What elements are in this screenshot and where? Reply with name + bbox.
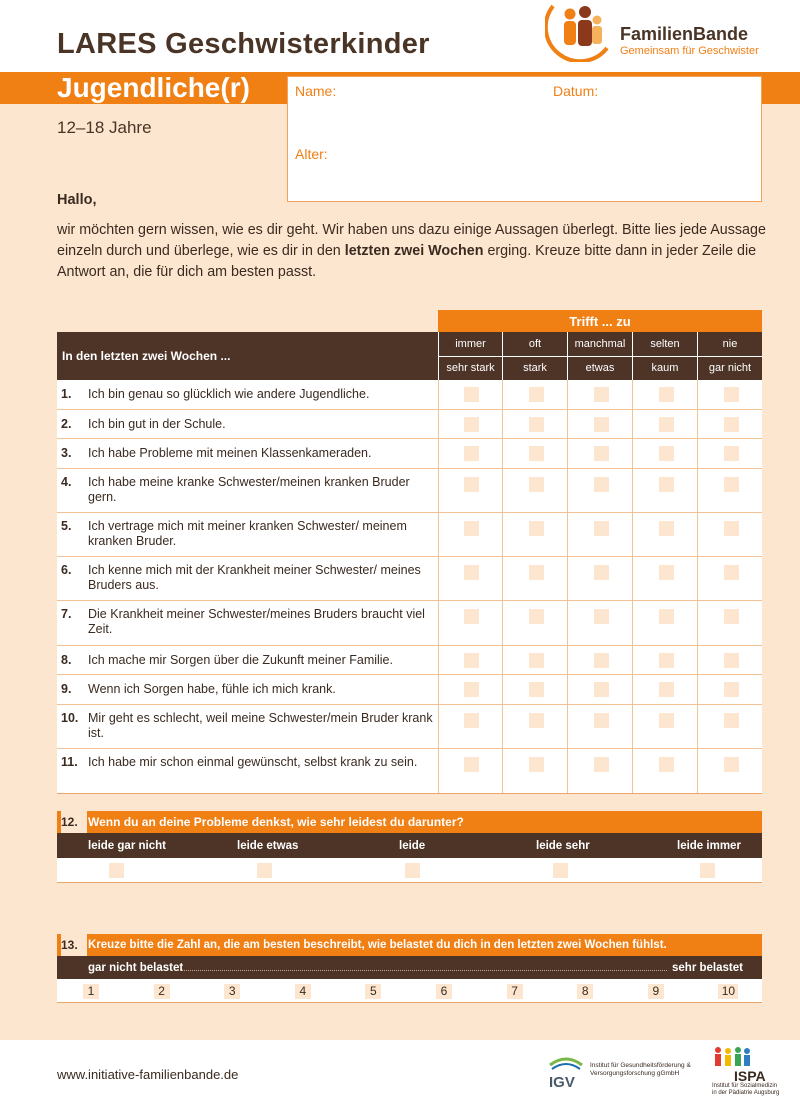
answer-checkbox[interactable] <box>529 417 544 432</box>
answer-checkbox[interactable] <box>594 609 609 624</box>
answer-checkbox[interactable] <box>464 757 479 772</box>
answer-checkbox[interactable] <box>659 417 674 432</box>
answer-checkbox[interactable] <box>724 521 739 536</box>
igv-text: Institut für Gesundheitsförderung & Versorgungsforschung gGmbH <box>590 1062 691 1077</box>
item-text: Ich kenne mich mit der Krankheit meiner Schwester/ meines Bruders aus. <box>88 563 421 592</box>
answer-checkbox[interactable] <box>529 446 544 461</box>
answer-cell <box>697 646 762 674</box>
date-label: Datum: <box>553 83 599 99</box>
option-checkbox[interactable] <box>553 863 568 878</box>
answer-checkbox[interactable] <box>529 521 544 536</box>
item-text: Ich habe Probleme mit meinen Klassenkameraden. <box>88 446 372 460</box>
answer-cell <box>632 749 697 793</box>
logo-tagline: Gemeinsam für Geschwister <box>620 45 759 57</box>
answer-cell <box>567 646 632 674</box>
answer-checkbox[interactable] <box>659 387 674 402</box>
answer-cell <box>438 646 502 674</box>
item-text: Ich bin gut in der Schule. <box>88 417 226 431</box>
answer-cell <box>438 601 502 645</box>
answer-cell <box>438 749 502 793</box>
answer-checkbox[interactable] <box>659 521 674 536</box>
answer-cell <box>502 557 567 600</box>
item-number: 3. <box>61 446 72 460</box>
question-number: 12. <box>61 811 87 833</box>
answer-cell <box>632 646 697 674</box>
column-header-top: nie <box>722 338 738 350</box>
answer-checkbox[interactable] <box>464 387 479 402</box>
answer-checkbox[interactable] <box>594 446 609 461</box>
answer-checkbox[interactable] <box>594 565 609 580</box>
answer-cell <box>502 601 567 645</box>
ispa-abbr: ISPA <box>734 1068 766 1084</box>
item-number: 9. <box>61 682 72 696</box>
answer-checkbox[interactable] <box>529 653 544 668</box>
column-header <box>697 332 762 380</box>
option-label: leide immer <box>677 840 741 852</box>
answer-checkbox[interactable] <box>464 417 479 432</box>
answer-checkbox[interactable] <box>464 521 479 536</box>
answer-checkbox[interactable] <box>724 565 739 580</box>
answer-cell <box>632 439 697 468</box>
answer-cell <box>632 513 697 556</box>
table-row <box>57 469 762 513</box>
answer-checkbox[interactable] <box>724 757 739 772</box>
answer-cell <box>632 601 697 645</box>
question-13-header <box>57 934 762 956</box>
answer-cell <box>697 439 762 468</box>
answer-cell <box>697 601 762 645</box>
answer-cell <box>697 469 762 512</box>
answer-checkbox[interactable] <box>659 757 674 772</box>
scale-option[interactable]: 10 <box>718 984 738 999</box>
item-text: Ich bin genau so glücklich wie andere Jugendliche. <box>88 387 370 401</box>
answer-checkbox[interactable] <box>724 653 739 668</box>
answer-cell <box>438 469 502 512</box>
answer-cell <box>632 705 697 748</box>
answer-checkbox[interactable] <box>529 565 544 580</box>
column-header-top: oft <box>528 338 542 350</box>
answer-checkbox[interactable] <box>594 387 609 402</box>
answer-cell <box>632 410 697 438</box>
option-label: leide etwas <box>237 840 299 852</box>
intro-text: wir möchten gern wissen, wie es dir geht. Wir haben uns dazu einige Aussagen überlegt. Bitte lies jede Aussage einzeln durch und überlege, wie es dir in den letzten zwei Wochen erging. Kreuze bitte dann in jeder Zeile die Antwort an, die für dich am besten passt. <box>57 222 766 280</box>
answer-cell <box>567 601 632 645</box>
scale-option[interactable]: 3 <box>224 984 240 999</box>
item-text: Ich habe meine kranke Schwester/meinen kranken Bruder gern. <box>88 475 410 504</box>
answer-cell <box>502 675 567 704</box>
answer-checkbox[interactable] <box>659 565 674 580</box>
question-text: Wenn du an deine Probleme denkst, wie sehr leidest du darunter? <box>88 815 464 829</box>
question-13-scale-labels <box>57 956 762 979</box>
answer-cell <box>502 705 567 748</box>
answer-cell <box>567 439 632 468</box>
answer-checkbox[interactable] <box>724 713 739 728</box>
personal-info-box[interactable] <box>287 76 762 202</box>
answer-cell <box>438 705 502 748</box>
answer-cell <box>438 513 502 556</box>
scale-option[interactable]: 6 <box>436 984 452 999</box>
item-number: 6. <box>61 563 72 577</box>
answer-cell <box>567 675 632 704</box>
page-title: LARES Geschwisterkinder <box>57 28 430 60</box>
scale-option[interactable]: 4 <box>295 984 311 999</box>
column-header-top: selten <box>650 338 680 350</box>
igv-logo-icon <box>546 1055 586 1091</box>
answer-cell <box>502 380 567 409</box>
item-number: 4. <box>61 475 72 489</box>
table-row <box>57 380 762 410</box>
table-row <box>57 705 762 749</box>
answer-cell <box>438 557 502 600</box>
item-text: Mir geht es schlecht, weil meine Schwester/mein Bruder krank ist. <box>88 711 433 740</box>
answer-checkbox[interactable] <box>464 565 479 580</box>
answer-checkbox[interactable] <box>529 609 544 624</box>
answer-checkbox[interactable] <box>659 713 674 728</box>
answer-cell <box>438 675 502 704</box>
question-text: Kreuze bitte die Zahl an, die am besten beschreibt, wie belastet du dich in den letzten zwei Wochen fühlst. <box>88 939 667 951</box>
scale-option[interactable]: 7 <box>507 984 523 999</box>
answer-checkbox[interactable] <box>594 757 609 772</box>
page-subtitle: Jugendliche(r) <box>57 72 250 103</box>
option-checkbox[interactable] <box>257 863 272 878</box>
answer-cell <box>567 705 632 748</box>
option-checkbox[interactable] <box>405 863 420 878</box>
column-header <box>438 332 502 380</box>
option-checkbox[interactable] <box>700 863 715 878</box>
option-label: leide <box>399 840 426 852</box>
table-header <box>57 332 762 380</box>
igv-abbr: IGV <box>549 1074 575 1091</box>
column-header-bottom: stark <box>503 356 567 380</box>
answer-cell <box>632 469 697 512</box>
table-row <box>57 557 762 601</box>
scale-option[interactable]: 9 <box>648 984 664 999</box>
item-text: Ich vertrage mich mit meiner kranken Schwester/ meinem kranken Bruder. <box>88 519 407 548</box>
answer-checkbox[interactable] <box>659 477 674 492</box>
item-text: Ich mache mir Sorgen über die Zukunft meiner Familie. <box>88 653 393 667</box>
item-text: Wenn ich Sorgen habe, fühle ich mich krank. <box>88 682 336 696</box>
age-range: 12–18 Jahre <box>57 118 152 137</box>
item-number: 1. <box>61 387 72 401</box>
answer-checkbox[interactable] <box>594 521 609 536</box>
answer-cell <box>502 410 567 438</box>
answer-checkbox[interactable] <box>724 609 739 624</box>
item-number: 11. <box>61 755 78 769</box>
table-row <box>57 749 762 793</box>
answer-cell <box>697 410 762 438</box>
scale-option[interactable]: 2 <box>154 984 170 999</box>
answer-checkbox[interactable] <box>464 713 479 728</box>
item-number: 10. <box>61 711 79 725</box>
column-header-bottom: gar nicht <box>698 356 762 380</box>
family-figures-icon <box>545 0 613 62</box>
answer-cell <box>502 469 567 512</box>
answer-cell <box>567 380 632 409</box>
table-row <box>57 675 762 705</box>
item-text: Die Krankheit meiner Schwester/meines Bruders braucht viel Zeit. <box>88 607 425 636</box>
row-header-label: In den letzten zwei Wochen ... <box>62 349 231 363</box>
question-number: 13. <box>61 934 87 956</box>
table-row <box>57 513 762 557</box>
question-13-scale <box>57 979 762 1003</box>
answer-checkbox[interactable] <box>659 653 674 668</box>
answer-checkbox[interactable] <box>529 682 544 697</box>
answer-cell <box>697 675 762 704</box>
scale-option[interactable]: 5 <box>365 984 381 999</box>
answer-cell <box>438 410 502 438</box>
answer-checkbox[interactable] <box>464 682 479 697</box>
scale-high-label: sehr belastet <box>672 962 743 974</box>
scale-dotted-line <box>177 970 667 971</box>
answer-cell <box>632 380 697 409</box>
question-12-options <box>57 833 762 858</box>
answer-checkbox[interactable] <box>724 387 739 402</box>
answer-checkbox[interactable] <box>724 682 739 697</box>
answer-checkbox[interactable] <box>659 682 674 697</box>
table-row <box>57 410 762 439</box>
answer-checkbox[interactable] <box>529 713 544 728</box>
column-group-header: Trifft ... zu <box>438 310 762 332</box>
answer-cell <box>697 749 762 793</box>
table-row <box>57 601 762 646</box>
column-header <box>502 332 567 380</box>
scale-low-label: gar nicht belastet <box>88 962 184 974</box>
ispa-children-icon <box>712 1046 752 1068</box>
column-header-bottom: etwas <box>568 356 632 380</box>
answer-cell <box>632 675 697 704</box>
column-header-bottom: kaum <box>633 356 697 380</box>
column-header <box>567 332 632 380</box>
greeting: Hallo, <box>57 192 97 208</box>
answer-cell <box>697 380 762 409</box>
answer-checkbox[interactable] <box>529 477 544 492</box>
item-number: 5. <box>61 519 72 533</box>
question-12-answers <box>57 858 762 883</box>
answer-cell <box>502 749 567 793</box>
answer-cell <box>502 646 567 674</box>
answer-checkbox[interactable] <box>724 477 739 492</box>
answer-checkbox[interactable] <box>594 417 609 432</box>
answer-checkbox[interactable] <box>594 653 609 668</box>
item-number: 7. <box>61 607 72 621</box>
answer-checkbox[interactable] <box>529 757 544 772</box>
scale-option[interactable]: 1 <box>83 984 99 999</box>
answer-cell <box>502 513 567 556</box>
answer-cell <box>567 469 632 512</box>
scale-option[interactable]: 8 <box>577 984 593 999</box>
table-body <box>57 380 762 794</box>
column-header-bottom: sehr stark <box>439 356 502 380</box>
ispa-text: Institut für Sozialmedizin in der Pädiatrie Augsburg <box>712 1083 780 1096</box>
option-label: leide sehr <box>536 840 590 852</box>
item-text: Ich habe mir schon einmal gewünscht, selbst krank zu sein. <box>88 755 418 769</box>
answer-cell <box>502 439 567 468</box>
answer-checkbox[interactable] <box>529 387 544 402</box>
column-header <box>632 332 697 380</box>
answer-cell <box>697 705 762 748</box>
answer-checkbox[interactable] <box>724 417 739 432</box>
answer-cell <box>438 439 502 468</box>
logo-name: FamilienBande <box>620 24 749 44</box>
answer-cell <box>567 749 632 793</box>
item-number: 8. <box>61 653 72 667</box>
answer-checkbox[interactable] <box>464 653 479 668</box>
answer-checkbox[interactable] <box>594 682 609 697</box>
table-row <box>57 439 762 469</box>
option-label: leide gar nicht <box>88 840 166 852</box>
answer-cell <box>567 557 632 600</box>
age-label: Alter: <box>295 146 328 162</box>
answer-checkbox[interactable] <box>464 477 479 492</box>
answer-checkbox[interactable] <box>464 609 479 624</box>
answer-cell <box>438 380 502 409</box>
column-header-top: immer <box>455 338 486 350</box>
answer-cell <box>697 557 762 600</box>
answer-checkbox[interactable] <box>594 477 609 492</box>
option-checkbox[interactable] <box>109 863 124 878</box>
answer-checkbox[interactable] <box>659 609 674 624</box>
answer-checkbox[interactable] <box>594 713 609 728</box>
answer-cell <box>567 513 632 556</box>
table-row <box>57 646 762 675</box>
item-number: 2. <box>61 417 72 431</box>
answer-cell <box>632 557 697 600</box>
name-label: Name: <box>295 83 337 99</box>
answer-checkbox[interactable] <box>464 446 479 461</box>
footer-url[interactable]: www.initiative-familienbande.de <box>57 1067 239 1082</box>
answer-cell <box>567 410 632 438</box>
question-12-header <box>57 811 762 833</box>
column-header-top: manchmal <box>574 338 626 350</box>
answer-checkbox[interactable] <box>724 446 739 461</box>
answer-checkbox[interactable] <box>659 446 674 461</box>
answer-cell <box>697 513 762 556</box>
